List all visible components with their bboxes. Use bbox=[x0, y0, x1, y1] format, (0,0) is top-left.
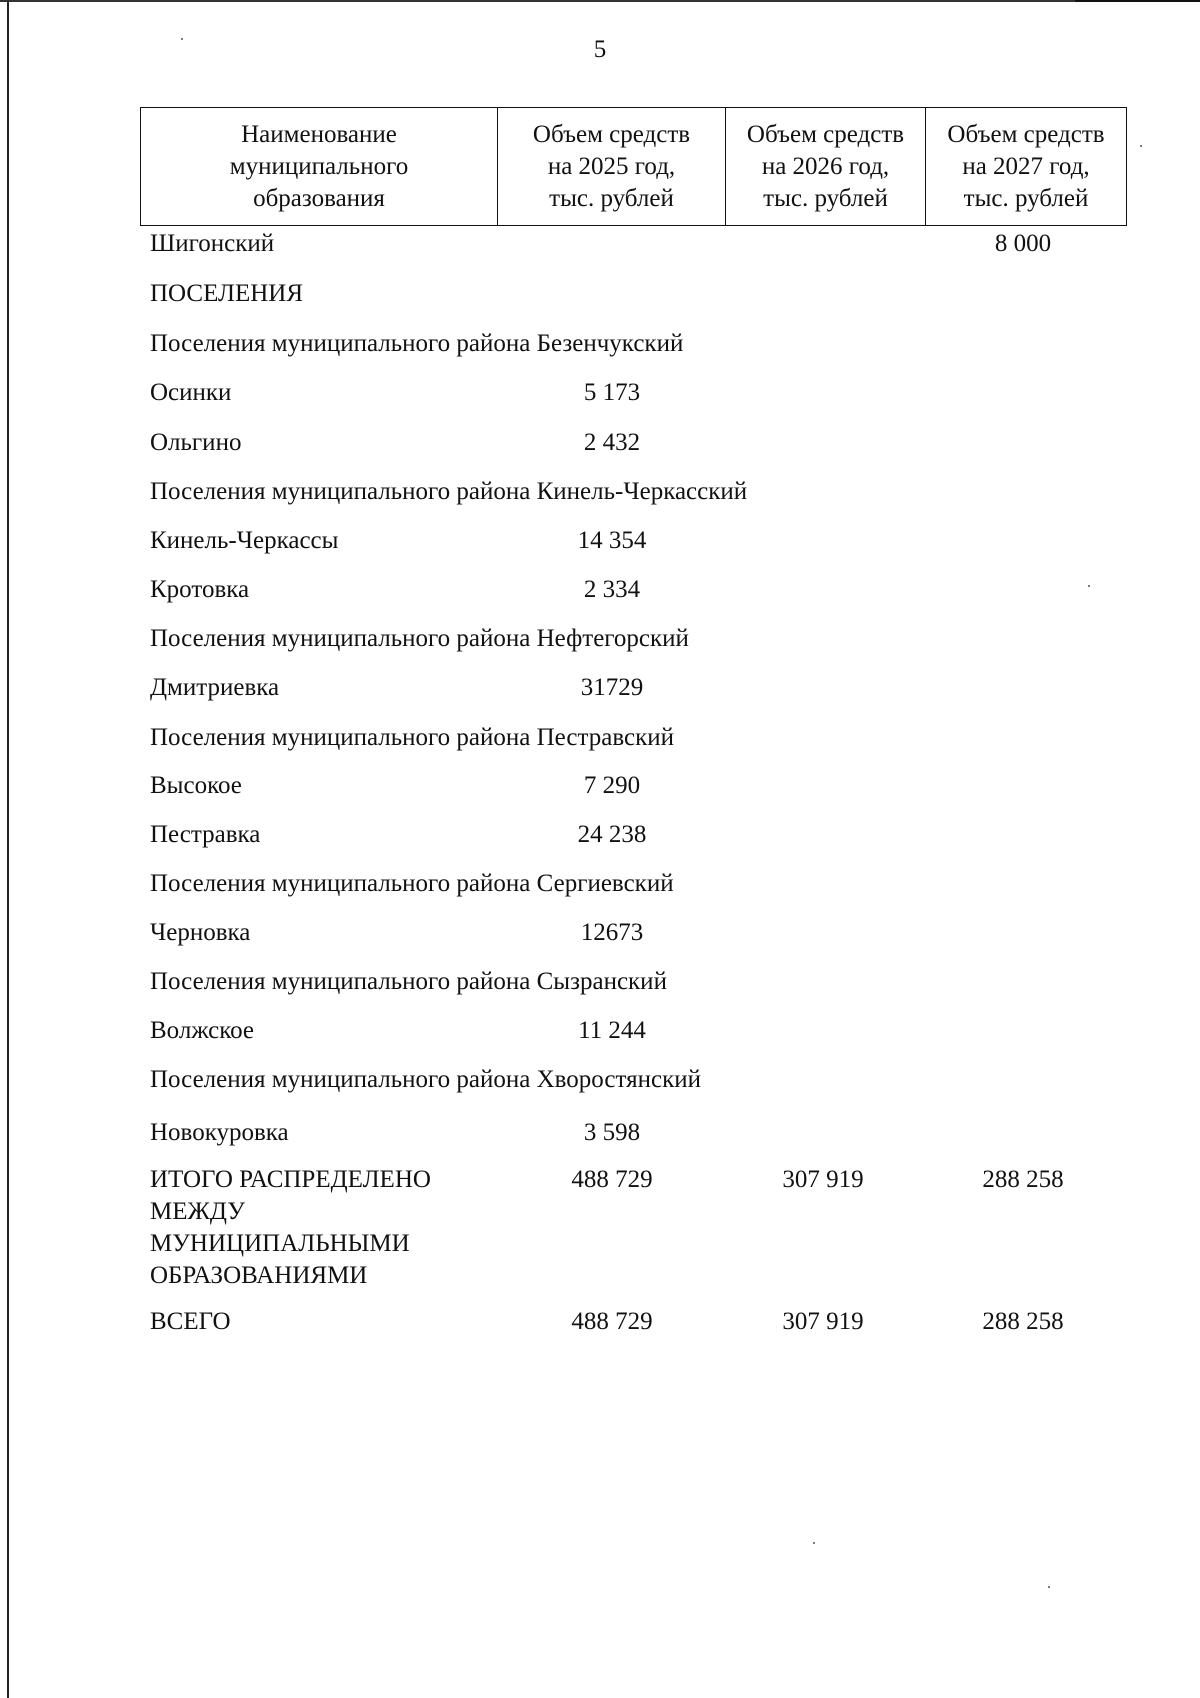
total-distributed-label: ИТОГО РАСПРЕДЕЛЕНО МЕЖДУ МУНИЦИПАЛЬНЫМИ ОБРАЗОВАНИЯМИ bbox=[150, 1166, 431, 1289]
row-name: Новокуровка bbox=[150, 1119, 289, 1146]
row-name: Волжское bbox=[150, 1017, 255, 1044]
total-distributed-2025: 488 729 bbox=[571, 1166, 653, 1193]
total-distributed-2026: 307 919 bbox=[782, 1166, 864, 1193]
row-value-2025: 3 598 bbox=[583, 1119, 641, 1146]
row-name: Ольгино bbox=[150, 429, 242, 456]
row-name: Поселения муниципального района Пестравский bbox=[150, 724, 674, 751]
total-distributed-2027: 288 258 bbox=[982, 1166, 1064, 1193]
scan-edge-top-right bbox=[1075, 0, 1200, 2]
page-number: 5 bbox=[593, 36, 607, 63]
scan-speck bbox=[1140, 145, 1142, 147]
row-name: Дмитриевка bbox=[150, 674, 280, 701]
row-name: Поселения муниципального района Хворостянский bbox=[150, 1066, 702, 1093]
scan-speck bbox=[1088, 585, 1090, 587]
row-value-2025: 12673 bbox=[580, 919, 644, 946]
table-header bbox=[140, 107, 1127, 226]
scan-speck bbox=[813, 1542, 815, 1544]
row-name: Черновка bbox=[150, 919, 251, 946]
row-value-2025: 2 432 bbox=[583, 429, 641, 456]
grand-total-2025: 488 729 bbox=[571, 1308, 653, 1335]
row-name: Кротовка bbox=[150, 576, 250, 603]
row-value-2027: 8 000 bbox=[994, 230, 1052, 257]
row-name: Поселения муниципального района Сызранский bbox=[150, 968, 667, 995]
header-municipality: Наименование муниципального образования bbox=[141, 108, 498, 226]
row-name: Пестравка bbox=[150, 821, 261, 848]
scan-edge-top bbox=[0, 0, 1200, 2]
row-name: ПОСЕЛЕНИЯ bbox=[150, 280, 304, 307]
row-name: Кинель-Черкассы bbox=[150, 527, 339, 554]
row-name: Поселения муниципального района Нефтегорский bbox=[150, 625, 689, 652]
row-name: Поселения муниципального района Безенчукский bbox=[150, 330, 684, 357]
row-value-2025: 2 334 bbox=[583, 576, 641, 603]
row-value-2025: 14 354 bbox=[577, 527, 647, 554]
row-value-2025: 11 244 bbox=[578, 1017, 646, 1044]
header-2026: Объем средств на 2026 год, тыс. рублей bbox=[726, 108, 926, 226]
row-name: Высокое bbox=[150, 772, 242, 799]
grand-total-label: ВСЕГО bbox=[150, 1308, 231, 1335]
header-2027: Объем средств на 2027 год, тыс. рублей bbox=[926, 108, 1127, 226]
grand-total-2027: 288 258 bbox=[982, 1308, 1064, 1335]
scan-speck bbox=[1048, 1586, 1050, 1588]
grand-total-2026: 307 919 bbox=[782, 1308, 864, 1335]
row-name: Поселения муниципального района Сергиевский bbox=[150, 870, 674, 897]
row-value-2025: 24 238 bbox=[577, 821, 647, 848]
row-value-2025: 5 173 bbox=[583, 379, 641, 406]
row-name: Шигонский bbox=[150, 230, 275, 257]
row-name: Поселения муниципального района Кинель-Черкасский bbox=[150, 478, 748, 505]
header-2025: Объем средств на 2025 год, тыс. рублей bbox=[498, 108, 726, 226]
row-value-2025: 7 290 bbox=[583, 772, 641, 799]
row-name: Осинки bbox=[150, 379, 232, 406]
scan-edge-left bbox=[7, 0, 9, 1698]
row-value-2025: 31729 bbox=[580, 674, 644, 701]
